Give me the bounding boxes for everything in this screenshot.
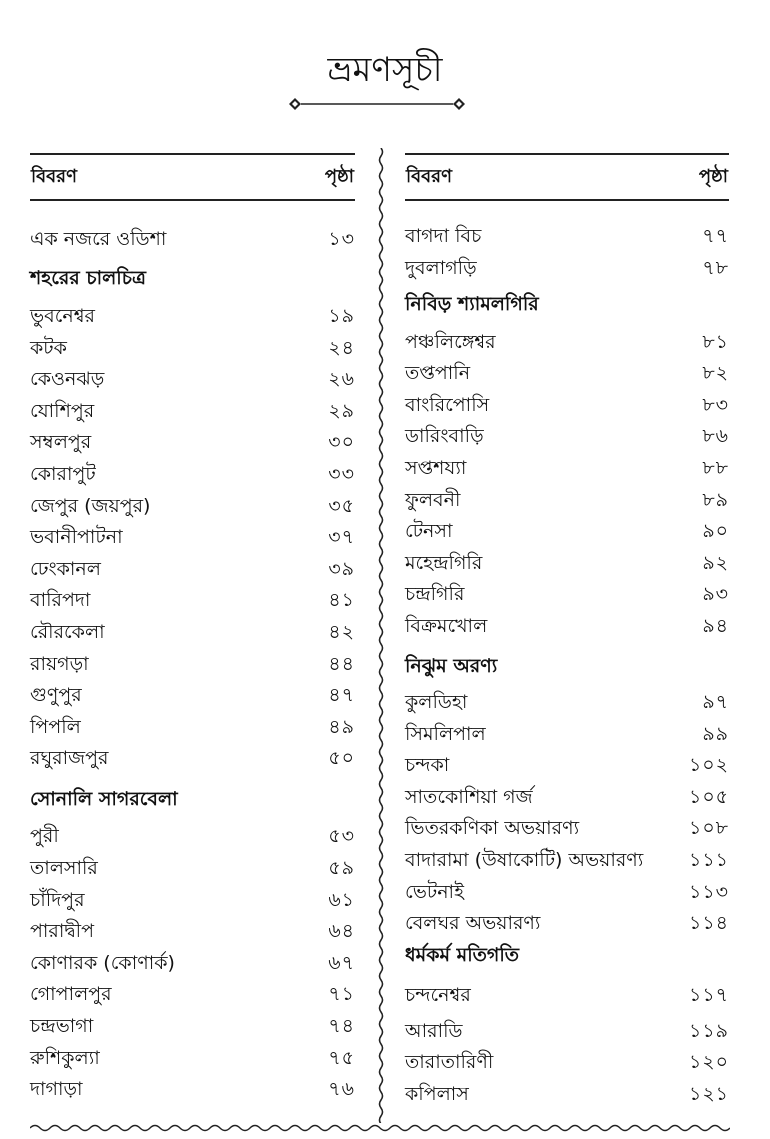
entry-title: রৌরকেলা — [30, 621, 105, 643]
toc-header — [405, 155, 729, 199]
entry-page-number: ৯৪ — [702, 615, 729, 637]
header-bottom-rule — [30, 199, 355, 201]
entry-page-number: ১১৪ — [689, 912, 729, 935]
entry-title: রায়গড়া — [30, 652, 89, 675]
toc-entry[interactable] — [30, 918, 355, 944]
toc-entry[interactable] — [30, 855, 355, 881]
toc-entry[interactable] — [405, 1018, 729, 1044]
entry-title: সম্বলপুর — [30, 431, 92, 454]
header-description: বিবরণ — [406, 165, 452, 187]
entry-page-number: ১০২ — [688, 754, 729, 777]
entry-title: সাতকোশিয়া গর্জ — [405, 785, 533, 808]
entry-title: তালসারি — [30, 857, 98, 879]
entry-title: ফুলবনী — [405, 488, 461, 511]
entry-page-number: ১২০ — [688, 1051, 729, 1074]
entry-title: রুশিকুল্যা — [30, 1046, 100, 1069]
entry-page-number: ৩৭ — [328, 526, 355, 549]
toc-entry[interactable] — [405, 1081, 729, 1107]
entry-title: বাদারামা (উষাকোটি) অভয়ারণ্য — [405, 849, 644, 871]
entry-title: গুণুপুর — [30, 684, 82, 707]
toc-entry[interactable] — [405, 815, 729, 841]
toc-entry[interactable] — [30, 335, 355, 361]
toc-entry[interactable] — [405, 721, 729, 747]
toc-entry[interactable] — [30, 745, 355, 771]
toc-entry[interactable] — [405, 392, 729, 418]
header-page: পৃষ্ঠা — [324, 165, 354, 187]
entry-title: পঞ্চলিঙ্গেশ্বর — [405, 330, 496, 353]
column-divider — [376, 148, 386, 1123]
entry-page-number: ৭৭ — [702, 225, 729, 247]
toc-entry[interactable] — [30, 493, 355, 519]
section-heading: শহরের চালচিত্র — [30, 267, 146, 289]
entry-page-number: ১৩ — [328, 228, 355, 250]
entry-title: সিমলিপাল — [405, 722, 486, 745]
entry-page-number: ৪৪ — [328, 652, 355, 675]
toc-entry[interactable] — [30, 950, 355, 976]
entry-page-number: ৯৭ — [702, 691, 729, 713]
toc-entry[interactable] — [405, 518, 729, 544]
toc-entry[interactable] — [405, 613, 729, 639]
entry-page-number: ৩৫ — [328, 494, 355, 517]
entry-title: কুলডিহা — [405, 691, 468, 713]
toc-entry[interactable] — [405, 487, 729, 513]
entry-title: কোণারক (কোণার্ক) — [30, 951, 175, 974]
entry-page-number: ৪৯ — [328, 715, 355, 738]
entry-title: ভবানীপাটনা — [30, 526, 123, 549]
entry-title: কেওনঝড় — [30, 368, 105, 391]
entry-page-number: ৮৯ — [702, 488, 729, 511]
entry-title: বাংরিপোসি — [405, 393, 490, 416]
entry-title: মহেন্দ্রগিরি — [405, 551, 483, 574]
bottom-wavy-rule — [30, 1122, 730, 1134]
entry-title: যোশিপুর — [30, 399, 95, 422]
entry-page-number: ৭৫ — [328, 1046, 355, 1069]
entry-page-number: ১০৮ — [688, 817, 729, 840]
entry-title: টেনসা — [405, 520, 453, 543]
header-bottom-rule — [405, 199, 729, 201]
toc-entry[interactable] — [405, 455, 729, 481]
toc-entry[interactable] — [405, 689, 729, 715]
entry-page-number: ৭১ — [328, 983, 355, 1006]
entry-page-number: ১৯ — [328, 305, 355, 327]
toc-entry[interactable] — [30, 651, 355, 677]
entry-title: কোরাপুট — [30, 463, 96, 485]
entry-title: পুরী — [30, 825, 59, 848]
entry-title: দাগাড়া — [30, 1078, 83, 1101]
entry-title: চন্দনেশ্বর — [405, 983, 471, 1006]
toc-entry[interactable] — [30, 1013, 355, 1039]
entry-title: ভেটনাই — [405, 880, 464, 903]
entry-page-number: ৭৬ — [328, 1078, 355, 1101]
entry-page-number: ২৪ — [328, 336, 355, 359]
entry-page-number: ১১৯ — [689, 1019, 729, 1042]
toc-left-column — [30, 153, 355, 1101]
entry-page-number: ১০৫ — [688, 785, 729, 808]
entry-page-number: ৫৩ — [328, 825, 355, 848]
entry-page-number: ৫০ — [328, 747, 355, 770]
entry-page-number: ৯০ — [702, 520, 729, 543]
entry-title: বারিপদা — [30, 589, 91, 612]
toc-entry[interactable] — [30, 981, 355, 1007]
toc-entry[interactable] — [30, 1076, 355, 1102]
toc-entry[interactable] — [405, 581, 729, 607]
toc-entry[interactable] — [30, 398, 355, 424]
toc-header — [30, 155, 355, 199]
entry-title: চন্দকা — [405, 754, 450, 777]
toc-entry[interactable] — [405, 784, 729, 810]
toc-entry[interactable] — [30, 587, 355, 613]
entry-title: চাঁদিপুর — [30, 888, 85, 911]
toc-entry[interactable] — [405, 223, 729, 249]
entry-title: এক নজরে ওডিশা — [30, 228, 167, 250]
toc-entry[interactable] — [405, 847, 729, 873]
entry-title: জেপুর (জয়পুর) — [30, 494, 151, 517]
entry-title: ভুবনেশ্বর — [30, 305, 96, 327]
toc-entry[interactable] — [30, 556, 355, 582]
entry-page-number: ১২১ — [688, 1083, 729, 1105]
entry-page-number: ১১৩ — [688, 880, 729, 903]
toc-right-column — [405, 153, 729, 1105]
toc-entry[interactable] — [30, 1045, 355, 1071]
entry-title: দুবলাগড়ি — [405, 256, 477, 279]
entry-title: তপ্তপানি — [405, 362, 471, 385]
toc-entry[interactable] — [30, 303, 355, 329]
toc-entry[interactable] — [30, 366, 355, 392]
toc-entry[interactable] — [30, 619, 355, 645]
entry-page-number: ৮২ — [702, 362, 729, 385]
entry-page-number: ২৯ — [328, 399, 355, 422]
entry-title: ঢেংকানল — [30, 557, 101, 580]
header-page: পৃষ্ঠা — [698, 165, 728, 187]
entry-page-number: ৭৮ — [702, 256, 729, 279]
entry-page-number: ৯৯ — [702, 722, 729, 745]
entry-page-number: ৮৩ — [702, 393, 729, 416]
section-heading: ধর্মকর্ম মতিগতি — [405, 943, 520, 966]
entry-title: সপ্তশয্যা — [405, 457, 467, 479]
toc-entry[interactable] — [405, 329, 729, 355]
toc-entry[interactable] — [30, 226, 355, 252]
entry-page-number: ১১১ — [689, 849, 729, 871]
toc-entry[interactable] — [30, 524, 355, 550]
entry-page-number: ৯৩ — [702, 583, 729, 606]
entry-title: বাগদা বিচ — [405, 225, 482, 247]
entry-page-number: ৭৪ — [328, 1015, 355, 1037]
entry-page-number: ৩৯ — [328, 557, 355, 580]
entry-title: পিপলি — [30, 715, 81, 738]
toc-entry[interactable] — [30, 714, 355, 740]
entry-title: ডারিংবাড়ি — [405, 425, 484, 448]
entry-page-number: ৫৯ — [328, 857, 355, 879]
entry-title: বিক্রমখোল — [405, 615, 488, 637]
header-description: বিবরণ — [31, 165, 77, 187]
section-heading: সোনালি সাগরবেলা — [30, 788, 178, 811]
toc-entry[interactable] — [405, 982, 729, 1008]
entry-page-number: ১১৭ — [688, 983, 729, 1006]
entry-page-number: ৩৩ — [328, 463, 355, 485]
entry-title: কপিলাস — [405, 1083, 469, 1105]
entry-title: গোপালপুর — [30, 983, 112, 1006]
entry-page-number: ৬১ — [328, 888, 355, 911]
toc-entry[interactable] — [30, 429, 355, 455]
entry-title: চন্দ্রভাগা — [30, 1015, 94, 1037]
entry-page-number: ৩০ — [328, 431, 355, 454]
toc-entry[interactable] — [30, 823, 355, 849]
section-heading: নিবিড় শ্যামলগিরি — [405, 292, 539, 315]
toc-entry[interactable] — [30, 461, 355, 487]
entry-title: রঘুরাজপুর — [30, 747, 109, 770]
section-heading: নিঝুম অরণ্য — [405, 655, 498, 677]
toc-entry[interactable] — [405, 255, 729, 281]
toc-entry[interactable] — [405, 550, 729, 576]
toc-entry[interactable] — [30, 887, 355, 913]
title-ornament — [287, 94, 467, 114]
toc-entry[interactable] — [405, 360, 729, 386]
toc-entry[interactable] — [30, 682, 355, 708]
toc-entry[interactable] — [405, 910, 729, 936]
entry-page-number: ৮১ — [702, 330, 729, 353]
toc-entry[interactable] — [405, 752, 729, 778]
entry-title: চন্দ্রগিরি — [405, 583, 465, 606]
entry-page-number: ৪৭ — [328, 684, 355, 707]
entry-title: কটক — [30, 336, 67, 359]
entry-page-number: ৮৮ — [702, 457, 729, 479]
entry-page-number: ৬৪ — [328, 920, 355, 943]
entry-page-number: ৪২ — [328, 621, 355, 643]
toc-entry[interactable] — [405, 879, 729, 905]
entry-title: ভিতরকণিকা অভয়ারণ্য — [405, 817, 580, 840]
toc-entry[interactable] — [405, 423, 729, 449]
entry-title: বেলঘর অভয়ারণ্য — [405, 912, 541, 935]
entry-page-number: ৯২ — [702, 551, 729, 574]
toc-entry[interactable] — [405, 1049, 729, 1075]
entry-page-number: ৮৬ — [702, 425, 729, 448]
entry-page-number: ২৬ — [328, 368, 355, 391]
entry-title: আরাডি — [405, 1019, 463, 1042]
entry-page-number: ৪১ — [328, 589, 355, 612]
entry-title: তারাতারিণী — [405, 1051, 494, 1074]
entry-title: পারাদ্বীপ — [30, 920, 94, 943]
page-title: ভ্রমণসূচী — [327, 50, 443, 90]
entry-page-number: ৬৭ — [328, 951, 355, 974]
